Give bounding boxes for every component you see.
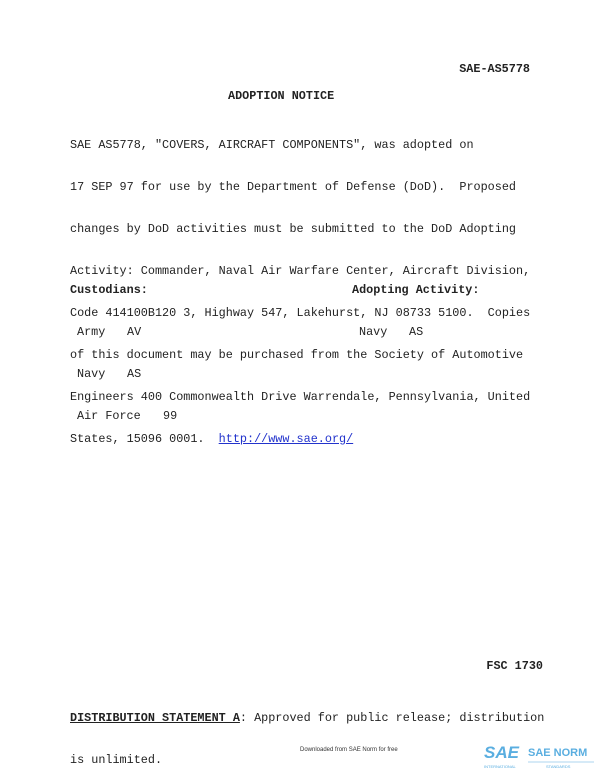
custodian-service: Army <box>77 325 106 339</box>
footer-note: Downloaded from SAE Norm for free <box>300 747 398 753</box>
custodian-service: Air Force <box>77 409 141 423</box>
custodians-section <box>70 255 178 451</box>
body-line: States, 15096 0001. <box>70 432 219 446</box>
body-line: Engineers 400 Commonwealth Drive Warrendale, Pennsylvania, United <box>70 390 531 404</box>
adopting-code: AS <box>409 325 424 339</box>
logo-tag: STANDARDS <box>546 764 571 769</box>
logo-name: SAE NORM <box>528 747 588 759</box>
document-id: SAE-AS5778 <box>459 62 530 76</box>
custodians-heading: Custodians: <box>70 283 148 297</box>
sae-link[interactable]: http://www.sae.org/ <box>218 432 354 446</box>
body-line: SAE AS5778, "COVERS, AIRCRAFT COMPONENTS", was adopted on <box>70 138 474 152</box>
adopting-section <box>352 255 479 367</box>
distribution-statement <box>70 683 544 776</box>
fsc-code: FSC 1730 <box>486 659 543 673</box>
page-title: ADOPTION NOTICE <box>228 89 335 103</box>
adopting-service: Navy <box>359 325 388 339</box>
body-line: of this document may be purchased from the Society of Automotive <box>70 348 524 362</box>
logo-sub: INTERNATIONAL <box>484 764 516 769</box>
body-line: 17 SEP 97 for use by the Department of Defense (DoD). Proposed <box>70 180 516 194</box>
sae-norm-logo <box>484 740 596 770</box>
distribution-text: is unlimited. <box>70 753 163 767</box>
adopting-heading: Adopting Activity: <box>352 283 480 297</box>
distribution-text: : Approved for public release; distribution <box>239 711 545 725</box>
body-line: Code 414100B120 3, Highway 547, Lakehurst, NJ 08733 5100. Copies <box>70 306 531 320</box>
custodian-code: AV <box>127 325 142 339</box>
custodian-code: AS <box>127 367 142 381</box>
body-line: changes by DoD activities must be submitted to the DoD Adopting <box>70 222 516 236</box>
distribution-label: DISTRIBUTION STATEMENT A <box>70 711 240 725</box>
logo-mark: SAE <box>484 743 519 762</box>
body-line: Activity: Commander, Naval Air Warfare Center, Aircraft Division, <box>70 264 531 278</box>
custodian-code: 99 <box>163 409 178 423</box>
custodian-service: Navy <box>77 367 106 381</box>
